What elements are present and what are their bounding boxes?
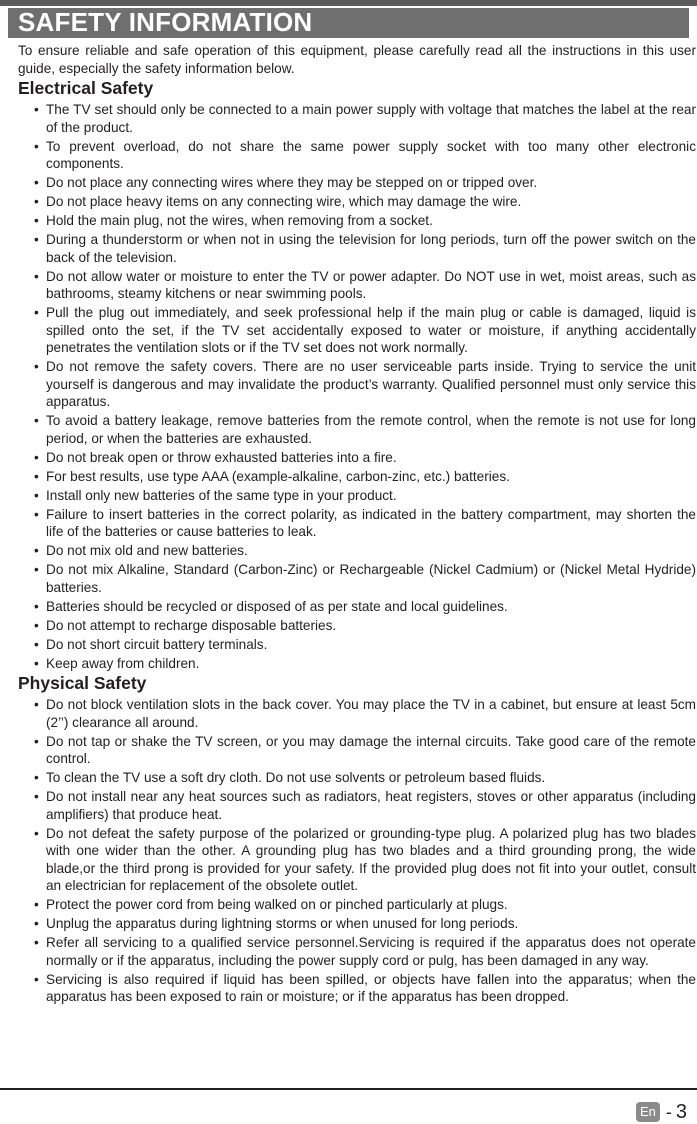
list-item: • Install only new batteries of the same type in your product. bbox=[46, 487, 696, 505]
intro-paragraph: To ensure reliable and safe operation of this equipment, please carefully read all the instructions in this user guide, especially the safety information below. bbox=[18, 43, 696, 76]
list-item: • Pull the plug out immediately, and seek professional help if the main plug or cable is damaged, liquid is spilled onto the set, if the TV set accidentally exposed to water or moisture, if anything accidentally penetrates the ventilation slots or if the TV set does not work normally. bbox=[46, 304, 696, 357]
list-item: • Do not break open or throw exhausted batteries into a fire. bbox=[46, 449, 696, 467]
list-item: • To prevent overload, do not share the same power supply socket with too many other electronic components. bbox=[46, 138, 696, 173]
physical-safety-heading: Physical Safety bbox=[18, 673, 147, 693]
list-item: • Protect the power cord from being walked on or pinched particularly at plugs. bbox=[46, 896, 696, 914]
page-number: 3 bbox=[675, 1101, 687, 1123]
physical-safety-list bbox=[18, 696, 696, 1006]
list-item: • Do not mix old and new batteries. bbox=[46, 542, 696, 560]
list-item: • Unplug the apparatus during lightning storms or when unused for long periods. bbox=[46, 915, 696, 933]
list-item: • Keep away from children. bbox=[46, 655, 696, 673]
list-item: • Do not block ventilation slots in the back cover. You may place the TV in a cabinet, but ensure at least 5cm (2’’) clearance all around. bbox=[46, 696, 696, 731]
list-item: • During a thunderstorm or when not in using the television for long periods, turn off the power switch on the back of the television. bbox=[46, 231, 696, 266]
footer-rule bbox=[0, 1088, 697, 1090]
list-item: • Servicing is also required if liquid has been spilled, or objects have fallen into the apparatus; when the apparatus has been exposed to rain or moisture; or if the apparatus has been dropped. bbox=[46, 971, 696, 1006]
page-title: SAFETY INFORMATION bbox=[18, 7, 313, 37]
list-item: • Hold the main plug, not the wires, when removing from a socket. bbox=[46, 212, 696, 230]
list-item: • Do not attempt to recharge disposable batteries. bbox=[46, 617, 696, 635]
list-item: • Do not place heavy items on any connecting wire, which may damage the wire. bbox=[46, 193, 696, 211]
list-item: • Refer all servicing to a qualified service personnel.Servicing is required if the apparatus does not operate normally or if the apparatus, including the power supply cord or pulg, has been damaged in any way. bbox=[46, 934, 696, 969]
language-badge: En bbox=[636, 1102, 660, 1122]
footer-separator: - bbox=[665, 1102, 672, 1122]
list-item: • Do not remove the safety covers. There are no user serviceable parts inside. Trying to service the unit yourself is dangerous and may invalidate the product’s warranty. Qualified personnel must only service this apparatus. bbox=[46, 358, 696, 411]
list-item: • Do not tap or shake the TV screen, or you may damage the internal circuits. Take good care of the remote control. bbox=[46, 733, 696, 768]
list-item: • For best results, use type AAA (example-alkaline, carbon-zinc, etc.) batteries. bbox=[46, 468, 696, 486]
list-item: • To clean the TV use a soft dry cloth. Do not use solvents or petroleum based fluids. bbox=[46, 769, 696, 787]
list-item: • Do not place any connecting wires where they may be stepped on or tripped over. bbox=[46, 174, 696, 192]
document-body bbox=[18, 42, 696, 1008]
list-item: • Failure to insert batteries in the correct polarity, as indicated in the battery compartment, may shorten the life of the batteries or cause batteries to leak. bbox=[46, 506, 696, 541]
section-header-bar bbox=[8, 8, 689, 38]
list-item: • Do not allow water or moisture to enter the TV or power adapter. Do NOT use in wet, moist areas, such as bathrooms, steamy kitchens or near swimming pools. bbox=[46, 268, 696, 303]
list-item: • Do not mix Alkaline, Standard (Carbon-Zinc) or Rechargeable (Nickel Cadmium) or (Nickel Metal Hydride) batteries. bbox=[46, 561, 696, 596]
list-item: • The TV set should only be connected to a main power supply with voltage that matches the label at the rear of the product. bbox=[46, 101, 696, 136]
electrical-safety-list bbox=[18, 101, 696, 672]
list-item: • Do not defeat the safety purpose of the polarized or grounding-type plug. A polarized plug has two blades with one wider than the other. A grounding plug has two blades and a third grounding prong, the wide blade,or the third prong is provided for your safety. If the provided plug does not fit into your outlet, consult an electrician for replacement of the obsolete outlet. bbox=[46, 825, 696, 895]
electrical-safety-heading: Electrical Safety bbox=[18, 78, 154, 98]
list-item: • To avoid a battery leakage, remove batteries from the remote control, when the remote is not use for long period, or when the batteries are exhausted. bbox=[46, 412, 696, 447]
list-item: • Do not short circuit battery terminals. bbox=[46, 636, 696, 654]
page-footer bbox=[636, 1100, 687, 1124]
list-item: • Batteries should be recycled or disposed of as per state and local guidelines. bbox=[46, 598, 696, 616]
list-item: • Do not install near any heat sources such as radiators, heat registers, stoves or other apparatus (including amplifiers) that produce heat. bbox=[46, 788, 696, 823]
